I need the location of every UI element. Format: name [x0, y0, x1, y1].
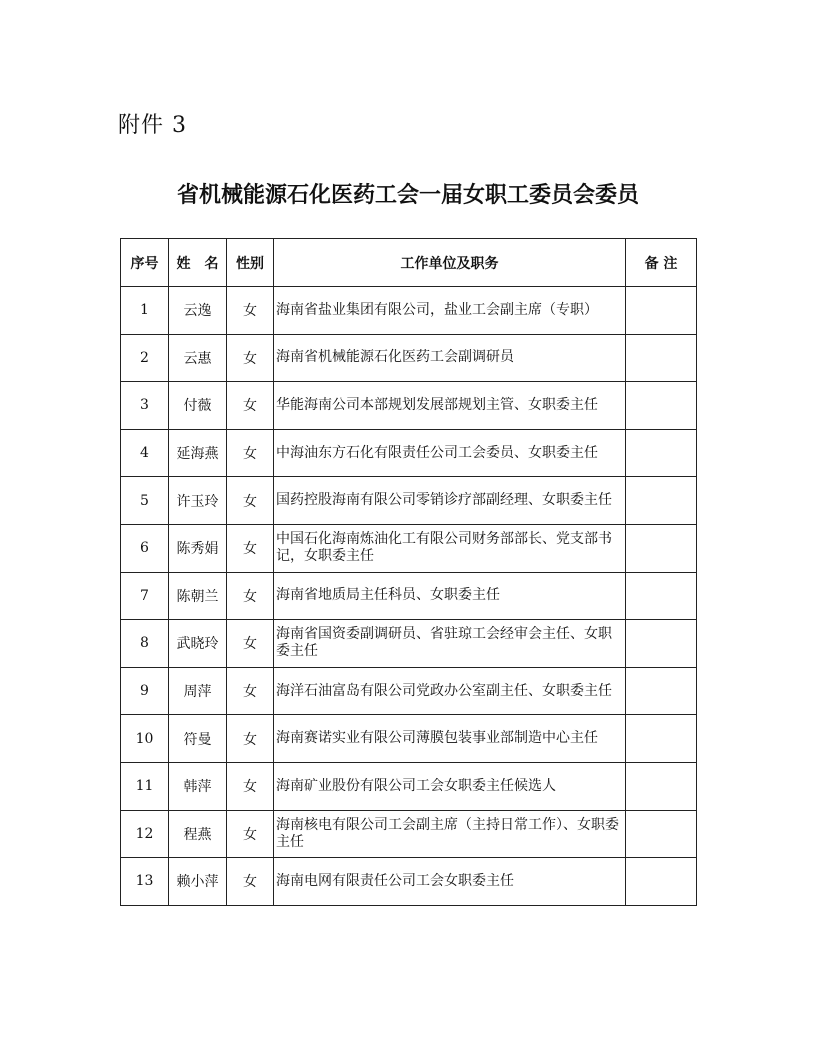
table-row	[121, 429, 697, 477]
table-row	[121, 287, 697, 335]
member-name: 赖小萍	[169, 858, 227, 906]
member-gender: 女	[227, 715, 274, 763]
page-title: 省机械能源石化医药工会一届女职工委员会委员	[176, 183, 639, 208]
header-unit: 工作单位及职务	[274, 239, 626, 287]
table-row	[121, 667, 697, 715]
member-unit-position: 中国石化海南炼油化工有限公司财务部部长、党支部书记，女职委主任	[274, 524, 626, 572]
member-unit-position: 华能海南公司本部规划发展部规划主管、女职委主任	[274, 382, 626, 430]
member-name: 云逸	[169, 287, 227, 335]
members-table	[120, 238, 697, 906]
member-gender: 女	[227, 334, 274, 382]
member-unit-position: 海南省地质局主任科员、女职委主任	[274, 572, 626, 620]
row-index: 9	[121, 667, 169, 715]
member-unit-position: 海南电网有限责任公司工会女职委主任	[274, 858, 626, 906]
member-unit-position: 海南省盐业集团有限公司，盐业工会副主席（专职）	[274, 287, 626, 335]
member-note	[626, 715, 697, 763]
row-index: 8	[121, 620, 169, 668]
member-name: 陈秀娟	[169, 524, 227, 572]
member-gender: 女	[227, 429, 274, 477]
header-name: 姓 名	[169, 239, 227, 287]
member-note	[626, 477, 697, 525]
table-row	[121, 620, 697, 668]
table-row	[121, 477, 697, 525]
member-name: 延海燕	[169, 429, 227, 477]
member-note	[626, 810, 697, 858]
member-name: 武晓玲	[169, 620, 227, 668]
member-note	[626, 524, 697, 572]
member-gender: 女	[227, 572, 274, 620]
row-index: 1	[121, 287, 169, 335]
row-index: 6	[121, 524, 169, 572]
member-gender: 女	[227, 667, 274, 715]
row-index: 4	[121, 429, 169, 477]
table-row	[121, 334, 697, 382]
member-unit-position: 国药控股海南有限公司零销诊疗部副经理、女职委主任	[274, 477, 626, 525]
table-row	[121, 858, 697, 906]
member-note	[626, 620, 697, 668]
member-unit-position: 海南省国资委副调研员、省驻琼工会经审会主任、女职委主任	[274, 620, 626, 668]
member-note	[626, 429, 697, 477]
member-name: 韩萍	[169, 762, 227, 810]
member-unit-position: 海南省机械能源石化医药工会副调研员	[274, 334, 626, 382]
member-gender: 女	[227, 287, 274, 335]
row-index: 2	[121, 334, 169, 382]
table-row	[121, 572, 697, 620]
table-header-row	[121, 239, 697, 287]
member-name: 程燕	[169, 810, 227, 858]
member-note	[626, 858, 697, 906]
member-gender: 女	[227, 762, 274, 810]
member-gender: 女	[227, 620, 274, 668]
table-row	[121, 524, 697, 572]
member-name: 云惠	[169, 334, 227, 382]
member-note	[626, 572, 697, 620]
row-index: 5	[121, 477, 169, 525]
member-gender: 女	[227, 477, 274, 525]
member-note	[626, 382, 697, 430]
member-unit-position: 海南赛诺实业有限公司薄膜包装事业部制造中心主任	[274, 715, 626, 763]
member-unit-position: 海南矿业股份有限公司工会女职委主任候选人	[274, 762, 626, 810]
row-index: 3	[121, 382, 169, 430]
header-note: 备 注	[626, 239, 697, 287]
member-note	[626, 667, 697, 715]
row-index: 7	[121, 572, 169, 620]
member-name: 周萍	[169, 667, 227, 715]
row-index: 11	[121, 762, 169, 810]
member-note	[626, 287, 697, 335]
header-index: 序号	[121, 239, 169, 287]
member-unit-position: 海洋石油富岛有限公司党政办公室副主任、女职委主任	[274, 667, 626, 715]
member-name: 符曼	[169, 715, 227, 763]
header-gender: 性别	[227, 239, 274, 287]
member-gender: 女	[227, 810, 274, 858]
member-note	[626, 334, 697, 382]
row-index: 12	[121, 810, 169, 858]
row-index: 10	[121, 715, 169, 763]
member-name: 陈朝兰	[169, 572, 227, 620]
table-row	[121, 382, 697, 430]
attachment-label: 附件 3	[118, 113, 187, 138]
member-note	[626, 762, 697, 810]
member-unit-position: 海南核电有限公司工会副主席（主持日常工作）、女职委主任	[274, 810, 626, 858]
member-gender: 女	[227, 524, 274, 572]
table-row	[121, 810, 697, 858]
table-row	[121, 762, 697, 810]
member-name: 许玉玲	[169, 477, 227, 525]
row-index: 13	[121, 858, 169, 906]
table-row	[121, 715, 697, 763]
member-gender: 女	[227, 858, 274, 906]
member-name: 付薇	[169, 382, 227, 430]
member-unit-position: 中海油东方石化有限责任公司工会委员、女职委主任	[274, 429, 626, 477]
member-gender: 女	[227, 382, 274, 430]
